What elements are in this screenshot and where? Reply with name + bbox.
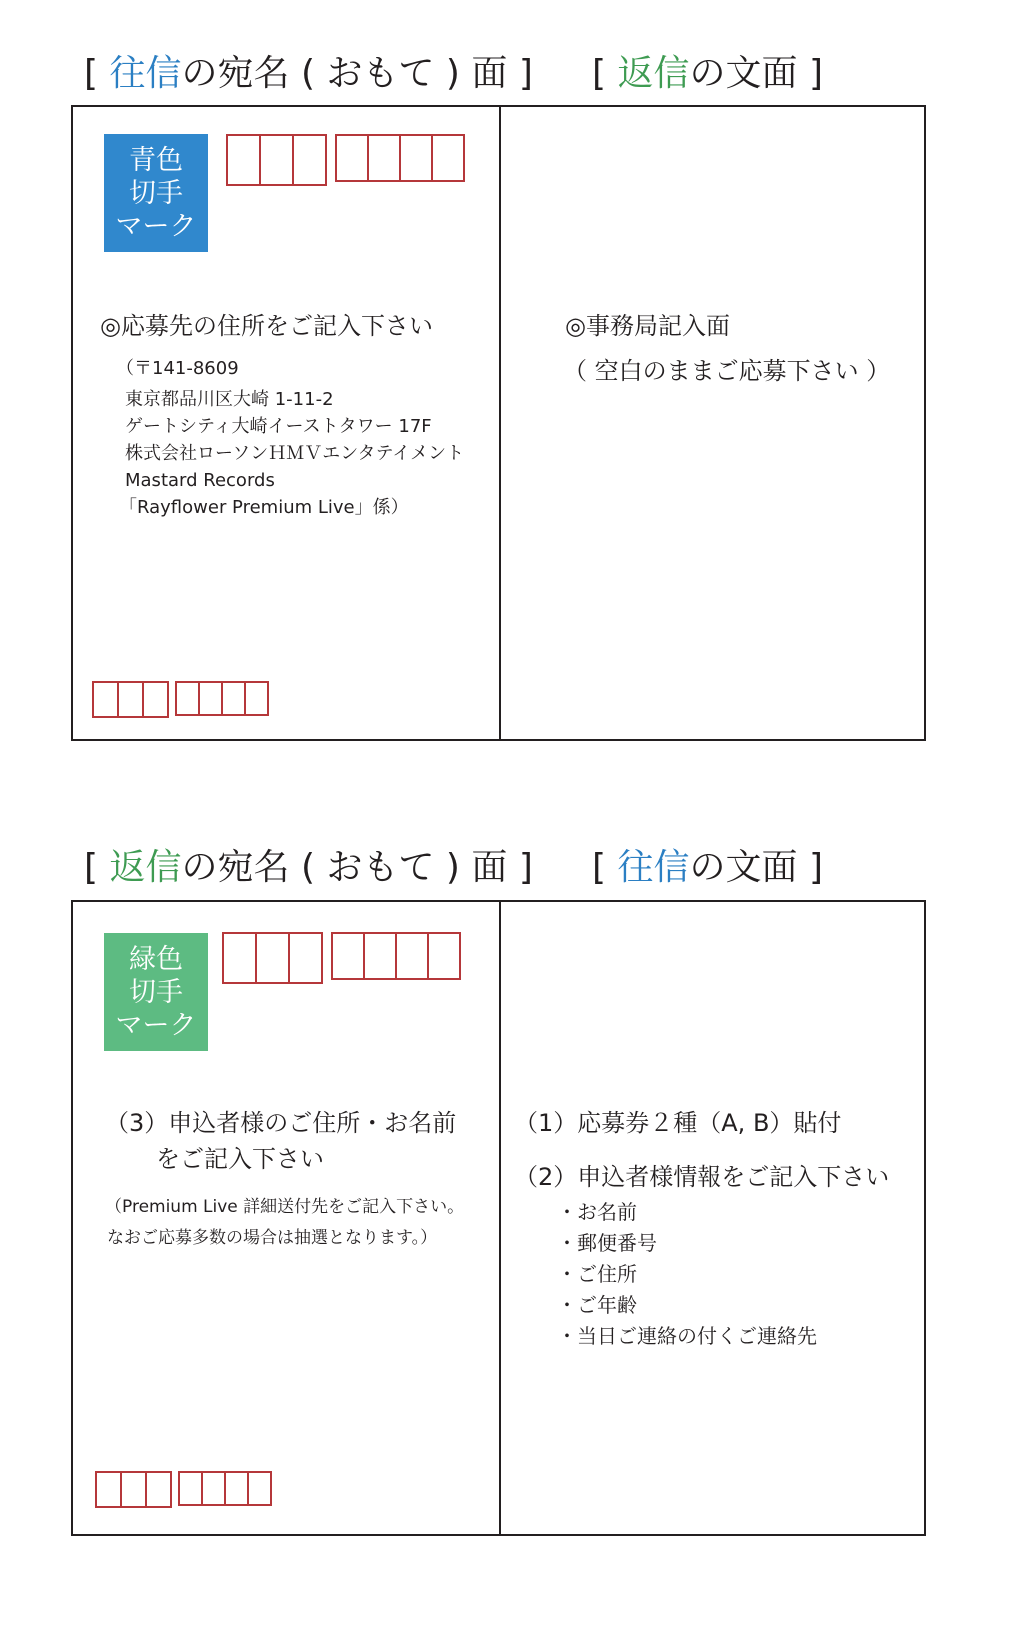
postal-box	[331, 932, 365, 980]
postal-code-boxes	[222, 932, 461, 984]
postal-box	[247, 1471, 272, 1506]
postal-box	[226, 134, 261, 186]
reply-address-heading: [ 返信の宛名 ( おもて ) 面 ]	[84, 847, 533, 888]
postal-box	[117, 681, 144, 718]
reply-label: 返信	[109, 847, 182, 888]
postal-box	[95, 1471, 122, 1508]
panel-divider	[499, 107, 501, 739]
postal-box	[427, 932, 461, 980]
postal-box	[201, 1471, 226, 1506]
address-line: ゲートシティ大崎イーストタワー 17F	[125, 416, 432, 437]
postal-box	[255, 932, 290, 984]
postal-box	[367, 134, 401, 182]
sender-instruction-line1: （3）申込者様のご住所・お名前	[105, 1109, 457, 1137]
reply-message-heading: [ 返信の文面 ]	[592, 53, 824, 94]
postal-box	[335, 134, 369, 182]
postal-box	[395, 932, 429, 980]
outbound-label: 往信	[109, 53, 182, 94]
office-title: ◎事務局記入面	[565, 312, 730, 340]
sender-postal-code-boxes	[92, 681, 269, 718]
sender-instruction-line2: をご記入下さい	[156, 1145, 324, 1173]
office-note: （ 空白のままご応募下さい ）	[563, 357, 891, 385]
address-line: 株式会社ローソンＨＭＶエンタテイメント	[125, 443, 465, 464]
outbound-message-heading: [ 往信の文面 ]	[592, 847, 824, 888]
postal-box	[142, 681, 169, 718]
address-line: 「Rayflower Premium Live」係）	[119, 497, 409, 518]
reply-label: 返信	[617, 53, 690, 94]
info-item: ・ご年齢	[557, 1293, 637, 1317]
postal-code-boxes	[226, 134, 465, 186]
postal-box	[292, 134, 327, 186]
info-item: ・ご住所	[557, 1262, 637, 1286]
postal-box	[120, 1471, 147, 1508]
green-stamp-mark: 緑色 切手 マーク	[104, 933, 208, 1051]
postal-box	[224, 1471, 249, 1506]
postal-box	[431, 134, 465, 182]
address-postal-line: （〒141-8609	[116, 358, 239, 379]
info-item: ・お名前	[557, 1200, 637, 1224]
postal-box	[198, 681, 223, 716]
blue-stamp-mark: 青色 切手 マーク	[104, 134, 208, 252]
postal-box	[175, 681, 200, 716]
info-items-list	[557, 1197, 817, 1352]
sender-note-line2: なおご応募多数の場合は抽選となります。）	[107, 1228, 438, 1248]
info-item: ・郵便番号	[557, 1231, 657, 1255]
sender-note-line1: （Premium Live 詳細送付先をご記入下さい。	[105, 1197, 465, 1217]
postal-box	[363, 932, 397, 980]
info-item: ・当日ご連絡の付くご連絡先	[557, 1324, 817, 1348]
postal-box	[222, 932, 257, 984]
address-line: 東京都品川区大崎 1-11-2	[125, 389, 334, 410]
address-title: ◎応募先の住所をご記入下さい	[100, 312, 433, 340]
message-item-1: （1）応募券２種（A, B）貼付	[514, 1109, 842, 1137]
postal-box	[244, 681, 269, 716]
outbound-label: 往信	[617, 847, 690, 888]
message-item-2: （2）申込者様情報をご記入下さい	[514, 1163, 890, 1191]
postal-box	[288, 932, 323, 984]
postal-box	[221, 681, 246, 716]
postal-box	[259, 134, 294, 186]
postal-box	[92, 681, 119, 718]
bottom-postcard-panel	[71, 900, 926, 1536]
postal-box	[399, 134, 433, 182]
sender-postal-code-boxes	[95, 1471, 272, 1508]
top-postcard-panel	[71, 105, 926, 741]
postal-box	[178, 1471, 203, 1506]
panel-divider	[499, 902, 501, 1534]
postal-box	[145, 1471, 172, 1508]
outbound-address-heading: [ 往信の宛名 ( おもて ) 面 ]	[84, 53, 533, 94]
address-line: Mastard Records	[125, 470, 275, 491]
